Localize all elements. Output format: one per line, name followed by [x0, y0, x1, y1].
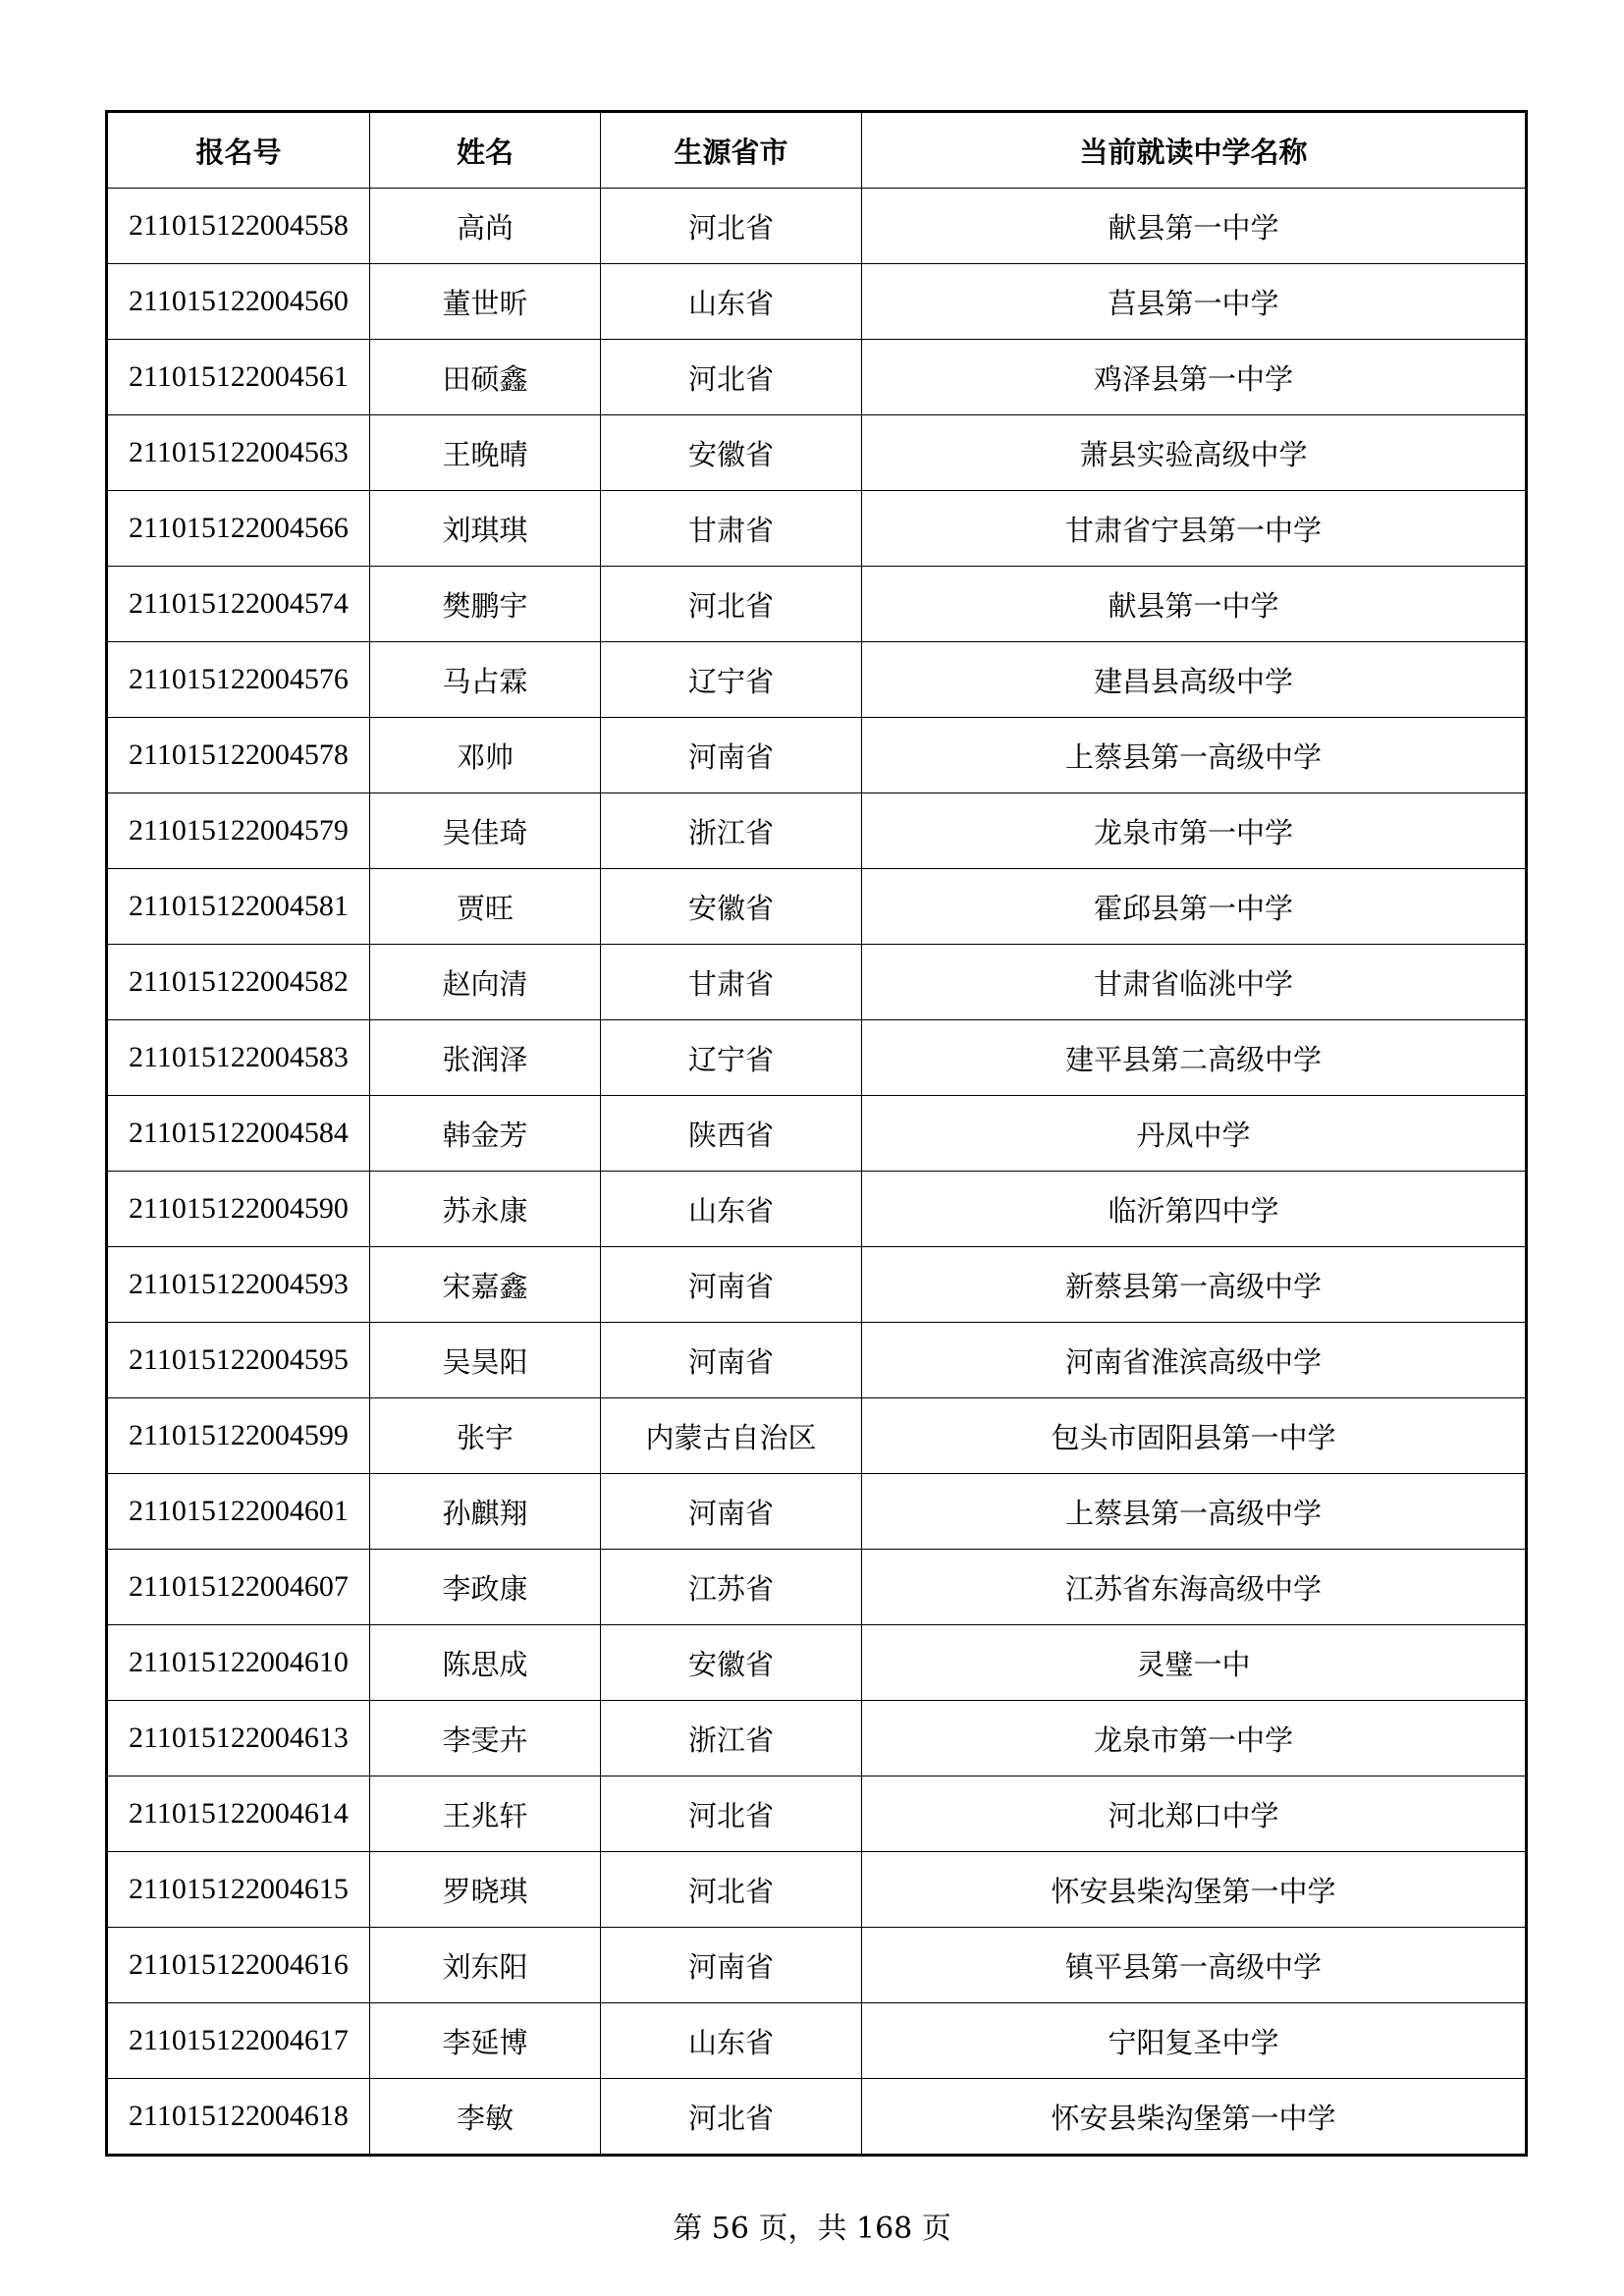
page-number: 第 56 页，共 168 页 — [673, 2212, 951, 2246]
current-school-cell: 霍邱县第一中学 — [862, 869, 1527, 945]
current-school-cell: 建昌县高级中学 — [862, 642, 1527, 718]
table-row — [107, 1625, 1527, 1701]
table-row — [107, 415, 1527, 491]
student-name-cell: 邓帅 — [370, 718, 601, 793]
registration-number-cell: 211015122004576 — [107, 642, 370, 718]
current-school-cell: 上蔡县第一高级中学 — [862, 718, 1527, 793]
table-row — [107, 2003, 1527, 2079]
student-name-cell: 苏永康 — [370, 1172, 601, 1247]
current-school-cell: 萧县实验高级中学 — [862, 415, 1527, 491]
origin-province-cell: 河南省 — [601, 1474, 862, 1550]
student-name-cell: 韩金芳 — [370, 1096, 601, 1172]
table-row — [107, 1096, 1527, 1172]
origin-province-cell: 山东省 — [601, 264, 862, 340]
origin-province-cell: 安徽省 — [601, 1625, 862, 1701]
registration-number-cell: 211015122004579 — [107, 793, 370, 869]
student-name-cell: 吴佳琦 — [370, 793, 601, 869]
table-row — [107, 1701, 1527, 1777]
student-name-cell: 王晚晴 — [370, 415, 601, 491]
header-registration-number: 报名号 — [107, 112, 370, 189]
current-school-cell: 丹凤中学 — [862, 1096, 1527, 1172]
origin-province-cell: 甘肃省 — [601, 491, 862, 567]
table-row — [107, 491, 1527, 567]
current-school-cell: 龙泉市第一中学 — [862, 1701, 1527, 1777]
table-row — [107, 264, 1527, 340]
current-school-cell: 建平县第二高级中学 — [862, 1020, 1527, 1096]
current-school-cell: 江苏省东海高级中学 — [862, 1550, 1527, 1625]
origin-province-cell: 河北省 — [601, 340, 862, 415]
table-row — [107, 189, 1527, 264]
origin-province-cell: 河南省 — [601, 718, 862, 793]
origin-province-cell: 安徽省 — [601, 869, 862, 945]
origin-province-cell: 河北省 — [601, 567, 862, 642]
origin-province-cell: 河南省 — [601, 1323, 862, 1398]
registration-number-cell: 211015122004558 — [107, 189, 370, 264]
current-school-cell: 甘肃省临洮中学 — [862, 945, 1527, 1020]
header-current-school: 当前就读中学名称 — [862, 112, 1527, 189]
registration-number-cell: 211015122004583 — [107, 1020, 370, 1096]
registration-number-cell: 211015122004574 — [107, 567, 370, 642]
student-name-cell: 赵向清 — [370, 945, 601, 1020]
registration-number-cell: 211015122004616 — [107, 1928, 370, 2003]
table-row — [107, 1398, 1527, 1474]
current-school-cell: 献县第一中学 — [862, 567, 1527, 642]
origin-province-cell: 辽宁省 — [601, 1020, 862, 1096]
registration-number-cell: 211015122004613 — [107, 1701, 370, 1777]
table-row — [107, 2079, 1527, 2156]
table-row — [107, 340, 1527, 415]
student-name-cell: 高尚 — [370, 189, 601, 264]
current-school-cell: 宁阳复圣中学 — [862, 2003, 1527, 2079]
current-school-cell: 灵璧一中 — [862, 1625, 1527, 1701]
current-school-cell: 新蔡县第一高级中学 — [862, 1247, 1527, 1323]
registration-number-cell: 211015122004617 — [107, 2003, 370, 2079]
student-name-cell: 张润泽 — [370, 1020, 601, 1096]
registration-number-cell: 211015122004615 — [107, 1852, 370, 1928]
registration-number-cell: 211015122004584 — [107, 1096, 370, 1172]
registration-number-cell: 211015122004607 — [107, 1550, 370, 1625]
origin-province-cell: 内蒙古自治区 — [601, 1398, 862, 1474]
table-row — [107, 1852, 1527, 1928]
table-row — [107, 1323, 1527, 1398]
student-name-cell: 李敏 — [370, 2079, 601, 2156]
table-row — [107, 1247, 1527, 1323]
table-row — [107, 567, 1527, 642]
student-name-cell: 董世昕 — [370, 264, 601, 340]
table-row — [107, 1474, 1527, 1550]
current-school-cell: 怀安县柴沟堡第一中学 — [862, 2079, 1527, 2156]
student-name-cell: 刘琪琪 — [370, 491, 601, 567]
table-row — [107, 1777, 1527, 1852]
student-name-cell: 陈思成 — [370, 1625, 601, 1701]
origin-province-cell: 河南省 — [601, 1247, 862, 1323]
current-school-cell: 怀安县柴沟堡第一中学 — [862, 1852, 1527, 1928]
table-row — [107, 1928, 1527, 2003]
current-school-cell: 包头市固阳县第一中学 — [862, 1398, 1527, 1474]
student-name-cell: 贾旺 — [370, 869, 601, 945]
table-body — [107, 189, 1527, 2156]
registration-number-cell: 211015122004610 — [107, 1625, 370, 1701]
student-name-cell: 刘东阳 — [370, 1928, 601, 2003]
registration-number-cell: 211015122004593 — [107, 1247, 370, 1323]
student-name-cell: 田硕鑫 — [370, 340, 601, 415]
current-school-cell: 镇平县第一高级中学 — [862, 1928, 1527, 2003]
student-name-cell: 张宇 — [370, 1398, 601, 1474]
registration-number-cell: 211015122004581 — [107, 869, 370, 945]
current-school-cell: 河北郑口中学 — [862, 1777, 1527, 1852]
registration-number-cell: 211015122004560 — [107, 264, 370, 340]
current-school-cell: 龙泉市第一中学 — [862, 793, 1527, 869]
header-name: 姓名 — [370, 112, 601, 189]
registration-number-cell: 211015122004599 — [107, 1398, 370, 1474]
table-row — [107, 793, 1527, 869]
current-school-cell: 临沂第四中学 — [862, 1172, 1527, 1247]
student-name-cell: 吴昊阳 — [370, 1323, 601, 1398]
registration-number-cell: 211015122004582 — [107, 945, 370, 1020]
origin-province-cell: 浙江省 — [601, 793, 862, 869]
student-name-cell: 宋嘉鑫 — [370, 1247, 601, 1323]
registration-number-cell: 211015122004618 — [107, 2079, 370, 2156]
table-row — [107, 718, 1527, 793]
student-name-cell: 马占霖 — [370, 642, 601, 718]
table-row — [107, 1020, 1527, 1096]
current-school-cell: 献县第一中学 — [862, 189, 1527, 264]
registration-number-cell: 211015122004566 — [107, 491, 370, 567]
table-row — [107, 1550, 1527, 1625]
student-name-cell: 李雯卉 — [370, 1701, 601, 1777]
registration-number-cell: 211015122004601 — [107, 1474, 370, 1550]
origin-province-cell: 河北省 — [601, 1777, 862, 1852]
student-name-cell: 孙麒翔 — [370, 1474, 601, 1550]
origin-province-cell: 河北省 — [601, 2079, 862, 2156]
table-row — [107, 869, 1527, 945]
current-school-cell: 鸡泽县第一中学 — [862, 340, 1527, 415]
student-name-cell: 樊鹏宇 — [370, 567, 601, 642]
origin-province-cell: 安徽省 — [601, 415, 862, 491]
origin-province-cell: 河北省 — [601, 1852, 862, 1928]
current-school-cell: 上蔡县第一高级中学 — [862, 1474, 1527, 1550]
student-name-cell: 罗晓琪 — [370, 1852, 601, 1928]
table-row — [107, 945, 1527, 1020]
origin-province-cell: 浙江省 — [601, 1701, 862, 1777]
table-row — [107, 1172, 1527, 1247]
origin-province-cell: 甘肃省 — [601, 945, 862, 1020]
header-origin-province: 生源省市 — [601, 112, 862, 189]
registration-number-cell: 211015122004561 — [107, 340, 370, 415]
origin-province-cell: 辽宁省 — [601, 642, 862, 718]
current-school-cell: 甘肃省宁县第一中学 — [862, 491, 1527, 567]
registration-number-cell: 211015122004578 — [107, 718, 370, 793]
current-school-cell: 河南省淮滨高级中学 — [862, 1323, 1527, 1398]
table-header-row — [107, 112, 1527, 189]
registration-number-cell: 211015122004614 — [107, 1777, 370, 1852]
admission-table — [105, 110, 1528, 2157]
origin-province-cell: 陕西省 — [601, 1096, 862, 1172]
current-school-cell: 莒县第一中学 — [862, 264, 1527, 340]
table-row — [107, 642, 1527, 718]
origin-province-cell: 山东省 — [601, 1172, 862, 1247]
student-name-cell: 李延博 — [370, 2003, 601, 2079]
student-name-cell: 王兆轩 — [370, 1777, 601, 1852]
registration-number-cell: 211015122004595 — [107, 1323, 370, 1398]
student-name-cell: 李政康 — [370, 1550, 601, 1625]
origin-province-cell: 河南省 — [601, 1928, 862, 2003]
origin-province-cell: 山东省 — [601, 2003, 862, 2079]
origin-province-cell: 江苏省 — [601, 1550, 862, 1625]
origin-province-cell: 河北省 — [601, 189, 862, 264]
registration-number-cell: 211015122004590 — [107, 1172, 370, 1247]
registration-number-cell: 211015122004563 — [107, 415, 370, 491]
